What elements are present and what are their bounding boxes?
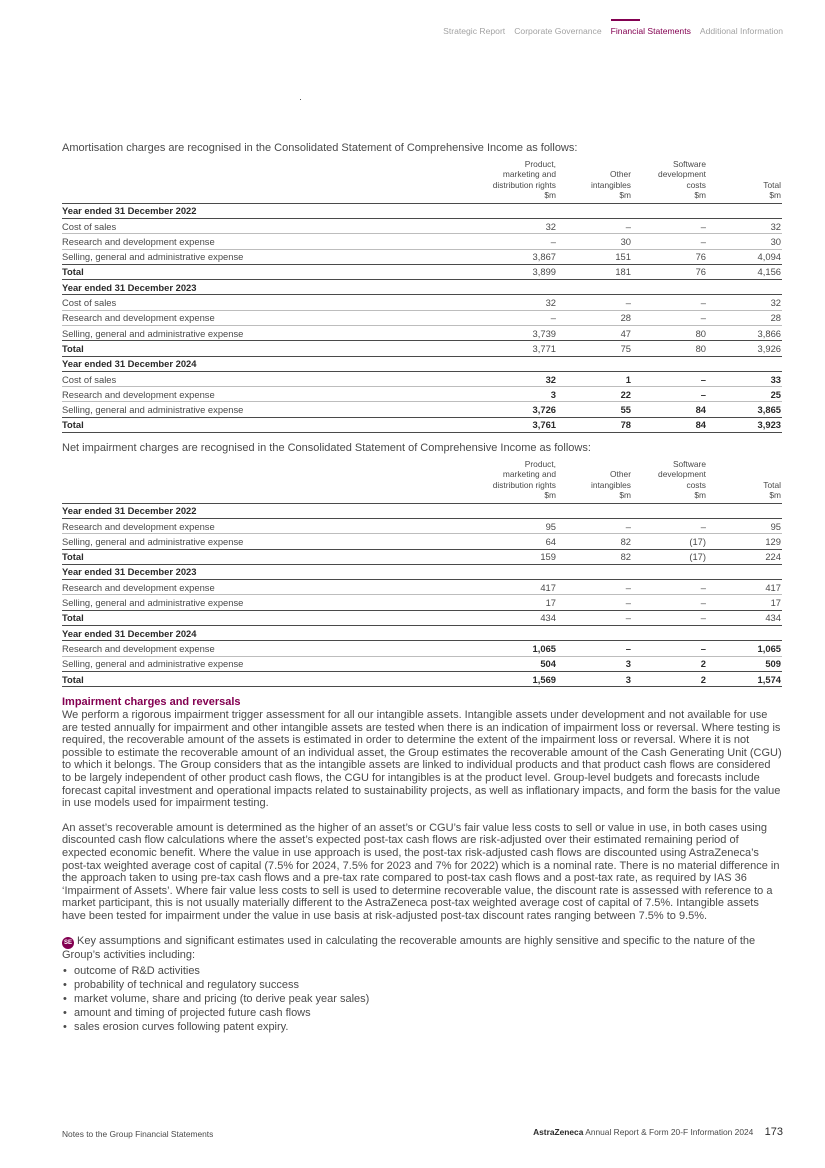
- column-header: [557, 159, 632, 203]
- column-header-line: Other: [610, 169, 631, 180]
- cell-value: 64: [482, 534, 557, 549]
- total-value: 78: [557, 417, 632, 432]
- cell-value: 3,739: [482, 326, 557, 341]
- list-item: • probability of technical and regulatory success: [62, 978, 782, 992]
- column-header-line: Product,: [524, 159, 556, 169]
- table-row: [62, 310, 782, 325]
- total-value: 434: [482, 610, 557, 625]
- cell-value: 25: [707, 387, 782, 402]
- total-row: [62, 549, 782, 564]
- amortisation-intro: Amortisation charges are recognised in the Consolidated Statement of Comprehensive Income as follows:: [62, 142, 578, 154]
- column-header-line: distribution rights: [492, 479, 556, 490]
- total-value: 3,899: [482, 264, 557, 279]
- impairment-paragraph-1: We perform a rigorous impairment trigger assessment for all our intangible assets. Intangible assets under development and not available for use are tested annually for impairment and other intangible assets are tested when there is an indication of impairment loss or reversal. Where testing is required, the recoverable amount of the assets is estimated in order to determine the extent of the impairment loss or reversal. Where it is not possible to estimate the recoverable amount of an individual asset, the Group estimates the recoverable amount of the Cash Generating Unit (CGU) to which it belongs. The Group considers that as the intangible assets are linked to individual products and that product cash flows are considered to be largely independent of other product cash flows, the CGU for intangibles is at the product level. Group-level budgets and forecasts include forecast capital investment and operational impacts related to sustainability projects, as well as inflationary impacts, and form the basis for the value in use models used for impairment testing.: [62, 709, 782, 810]
- column-header: [482, 159, 557, 203]
- amortisation-table-container: [62, 159, 782, 433]
- cell-value: 30: [557, 234, 632, 249]
- total-row: [62, 341, 782, 356]
- cell-value: 28: [707, 310, 782, 325]
- total-label: Total: [62, 549, 482, 564]
- column-header-line: $m: [619, 190, 631, 201]
- cell-value: 3,726: [482, 402, 557, 417]
- cell-value: 47: [557, 326, 632, 341]
- cell-value: 151: [557, 249, 632, 264]
- total-value: 3,923: [707, 417, 782, 432]
- column-header-line: $m: [619, 490, 631, 501]
- total-row: [62, 610, 782, 625]
- table-row: [62, 595, 782, 610]
- table-row: [62, 295, 782, 310]
- cell-value: 82: [557, 534, 632, 549]
- nav-corporate-governance[interactable]: Corporate Governance: [514, 26, 602, 36]
- total-value: 80: [632, 341, 707, 356]
- column-header: [482, 459, 557, 503]
- total-value: (17): [632, 549, 707, 564]
- column-header-line: Software: [672, 159, 706, 169]
- column-header-line: Other: [610, 469, 631, 480]
- section-row: [62, 626, 782, 641]
- cell-value: 509: [707, 656, 782, 671]
- section-row: [62, 356, 782, 371]
- cell-value: –: [557, 641, 632, 656]
- column-header-line: costs: [686, 179, 706, 190]
- table-header-row: [62, 159, 782, 203]
- column-header: [557, 459, 632, 503]
- cell-value: –: [632, 218, 707, 233]
- cell-value: 22: [557, 387, 632, 402]
- table-row: [62, 641, 782, 656]
- cell-value: –: [632, 387, 707, 402]
- stray-dot: [300, 99, 301, 100]
- significant-estimate-icon: SE: [62, 937, 74, 949]
- cell-value: 3: [482, 387, 557, 402]
- row-label: Research and development expense: [62, 518, 482, 533]
- column-header-line: $m: [769, 490, 781, 501]
- table-row: [62, 249, 782, 264]
- section-row: [62, 203, 782, 218]
- table-row: [62, 580, 782, 595]
- cell-value: –: [632, 234, 707, 249]
- cell-value: 95: [482, 518, 557, 533]
- column-header-line: marketing and: [502, 469, 556, 480]
- column-header: [632, 159, 707, 203]
- key-assumptions-list: [62, 964, 782, 1034]
- total-value: –: [632, 610, 707, 625]
- nav-additional-information[interactable]: Additional Information: [699, 26, 783, 36]
- row-label: Research and development expense: [62, 387, 482, 402]
- page-number: 173: [764, 1126, 783, 1138]
- cell-value: 28: [557, 310, 632, 325]
- total-label: Total: [62, 610, 482, 625]
- table-row: [62, 656, 782, 671]
- column-header-line: $m: [544, 490, 556, 501]
- total-value: 82: [557, 549, 632, 564]
- cell-value: –: [632, 310, 707, 325]
- row-label: Selling, general and administrative expense: [62, 402, 482, 417]
- table-header-row: [62, 459, 782, 503]
- key-assumptions-paragraph: [62, 935, 782, 962]
- cell-value: –: [632, 518, 707, 533]
- footer-report-title: Annual Report & Form 20-F Information 2024: [585, 1127, 754, 1137]
- total-value: 224: [707, 549, 782, 564]
- total-value: 4,156: [707, 264, 782, 279]
- cell-value: 1: [557, 371, 632, 386]
- cell-value: 17: [707, 595, 782, 610]
- total-value: 159: [482, 549, 557, 564]
- row-label: Research and development expense: [62, 580, 482, 595]
- column-header-line: Total: [763, 479, 781, 490]
- cell-value: –: [632, 580, 707, 595]
- cell-value: 95: [707, 518, 782, 533]
- total-row: [62, 417, 782, 432]
- cell-value: 4,094: [707, 249, 782, 264]
- total-value: 2: [632, 671, 707, 686]
- header-blank: [62, 459, 482, 503]
- cell-value: 3,866: [707, 326, 782, 341]
- column-header-line: marketing and: [502, 169, 556, 180]
- cell-value: 2: [632, 656, 707, 671]
- cell-value: –: [632, 371, 707, 386]
- cell-value: 1,065: [482, 641, 557, 656]
- total-value: 434: [707, 610, 782, 625]
- cell-value: 55: [557, 402, 632, 417]
- total-value: 84: [632, 417, 707, 432]
- column-header-line: Total: [763, 179, 781, 190]
- total-label: Total: [62, 341, 482, 356]
- section-title: Year ended 31 December 2022: [62, 203, 782, 218]
- total-label: Total: [62, 671, 482, 686]
- column-header-line: $m: [769, 190, 781, 201]
- nav-financial-statements[interactable]: Financial Statements: [610, 26, 691, 36]
- column-header-line: intangibles: [590, 479, 631, 490]
- row-label: Research and development expense: [62, 310, 482, 325]
- total-value: 76: [632, 264, 707, 279]
- key-assumptions-text: Key assumptions and significant estimates used in calculating the recoverable amounts are highly sensitive and specific to the nature of the Group’s activities including:: [62, 934, 756, 961]
- table-row: [62, 326, 782, 341]
- total-value: 75: [557, 341, 632, 356]
- impairment-intro: Net impairment charges are recognised in the Consolidated Statement of Comprehensive Income as follows:: [62, 442, 591, 454]
- impairment-paragraph-2: An asset’s recoverable amount is determined as the higher of an asset’s or CGU’s fair value less costs to sell or value in use, in both cases using discounted cash flow calculations where the asset’s expected post-tax cash flows are risk-adjusted over their estimated remaining period of expected economic benefit. Where the value in use approach is used, the post-tax risk-adjusted cash flows are discounted using AstraZeneca’s post-tax weighted average cost of capital (7.5% for 2024, 7.5% for 2023 and 7% for 2022) which is a nominal rate. There is no material difference in the approach taken to using pre-tax cash flows and a pre-tax rate compared to post-tax cash flows and a post-tax rate, as required by IAS 36 ‘Impairment of Assets’. Where fair value less costs to sell is used to determine recoverable value, the discount rate is assessed with reference to a market participant, this is not usually materially different to the AstraZeneca post-tax weighted average cost of capital of 7.5%. Intangible assets have been tested for impairment under the value in use basis at risk-adjusted post-tax discount rates ranging between 7.5% to 9.5%.: [62, 821, 780, 922]
- header-blank: [62, 159, 482, 203]
- cell-value: 32: [707, 295, 782, 310]
- column-header: [707, 459, 782, 503]
- section-title: Year ended 31 December 2023: [62, 564, 782, 579]
- row-label: Cost of sales: [62, 218, 482, 233]
- top-navigation: [443, 26, 783, 36]
- cell-value: –: [482, 310, 557, 325]
- section-row: [62, 503, 782, 518]
- column-header-line: $m: [544, 190, 556, 201]
- column-header-line: $m: [694, 190, 706, 201]
- total-value: 181: [557, 264, 632, 279]
- cell-value: 417: [482, 580, 557, 595]
- cell-value: 32: [482, 371, 557, 386]
- cell-value: –: [482, 234, 557, 249]
- table-row: [62, 234, 782, 249]
- section-title: Year ended 31 December 2024: [62, 356, 782, 371]
- total-label: Total: [62, 417, 482, 432]
- total-row: [62, 264, 782, 279]
- cell-value: 32: [482, 218, 557, 233]
- column-header-line: development: [658, 469, 706, 480]
- column-header-line: distribution rights: [492, 179, 556, 190]
- cell-value: 1,065: [707, 641, 782, 656]
- column-header: [707, 159, 782, 203]
- cell-value: 3: [557, 656, 632, 671]
- column-header-line: Product,: [524, 459, 556, 469]
- row-label: Research and development expense: [62, 641, 482, 656]
- cell-value: 76: [632, 249, 707, 264]
- footer-brand: AstraZeneca: [533, 1127, 584, 1137]
- cell-value: 17: [482, 595, 557, 610]
- cell-value: 129: [707, 534, 782, 549]
- impairment-table: [62, 459, 782, 687]
- cell-value: 32: [482, 295, 557, 310]
- list-item: • amount and timing of projected future cash flows: [62, 1006, 782, 1020]
- table-row: [62, 402, 782, 417]
- column-header-line: Software: [672, 459, 706, 469]
- list-item: • outcome of R&D activities: [62, 964, 782, 978]
- cell-value: 84: [632, 402, 707, 417]
- section-title: Year ended 31 December 2024: [62, 626, 782, 641]
- column-header-line: intangibles: [590, 179, 631, 190]
- footer-report-info: [533, 1126, 783, 1138]
- total-value: 1,574: [707, 671, 782, 686]
- cell-value: –: [557, 580, 632, 595]
- row-label: Selling, general and administrative expense: [62, 595, 482, 610]
- row-label: Cost of sales: [62, 371, 482, 386]
- list-item: • market volume, share and pricing (to derive peak year sales): [62, 992, 782, 1006]
- table-row: [62, 218, 782, 233]
- cell-value: –: [557, 518, 632, 533]
- row-label: Selling, general and administrative expense: [62, 534, 482, 549]
- table-row: [62, 518, 782, 533]
- cell-value: –: [632, 595, 707, 610]
- table-row: [62, 534, 782, 549]
- cell-value: 3,865: [707, 402, 782, 417]
- row-label: Cost of sales: [62, 295, 482, 310]
- cell-value: 30: [707, 234, 782, 249]
- section-title: Year ended 31 December 2022: [62, 503, 782, 518]
- table-row: [62, 387, 782, 402]
- footer-section-title: Notes to the Group Financial Statements: [62, 1129, 214, 1139]
- cell-value: –: [557, 295, 632, 310]
- cell-value: –: [632, 295, 707, 310]
- impairment-narrative: [62, 696, 782, 1034]
- total-value: 1,569: [482, 671, 557, 686]
- column-header-line: development: [658, 169, 706, 180]
- row-label: Selling, general and administrative expense: [62, 249, 482, 264]
- total-label: Total: [62, 264, 482, 279]
- cell-value: 417: [707, 580, 782, 595]
- total-row: [62, 671, 782, 686]
- row-label: Selling, general and administrative expense: [62, 656, 482, 671]
- cell-value: 80: [632, 326, 707, 341]
- total-value: 3: [557, 671, 632, 686]
- impairment-table-container: [62, 459, 782, 687]
- table-row: [62, 371, 782, 386]
- cell-value: 33: [707, 371, 782, 386]
- row-label: Selling, general and administrative expense: [62, 326, 482, 341]
- total-value: 3,761: [482, 417, 557, 432]
- cell-value: 32: [707, 218, 782, 233]
- impairment-heading: Impairment charges and reversals: [62, 696, 241, 708]
- cell-value: (17): [632, 534, 707, 549]
- list-item: • sales erosion curves following patent expiry.: [62, 1020, 782, 1034]
- amortisation-table: [62, 159, 782, 433]
- column-header: [632, 459, 707, 503]
- cell-value: –: [557, 595, 632, 610]
- section-row: [62, 564, 782, 579]
- total-value: 3,771: [482, 341, 557, 356]
- column-header-line: costs: [686, 479, 706, 490]
- cell-value: –: [632, 641, 707, 656]
- column-header-line: $m: [694, 490, 706, 501]
- total-value: 3,926: [707, 341, 782, 356]
- cell-value: 3,867: [482, 249, 557, 264]
- cell-value: 504: [482, 656, 557, 671]
- nav-strategic-report[interactable]: Strategic Report: [443, 26, 506, 36]
- section-row: [62, 280, 782, 295]
- cell-value: –: [557, 218, 632, 233]
- section-title: Year ended 31 December 2023: [62, 280, 782, 295]
- row-label: Research and development expense: [62, 234, 482, 249]
- total-value: –: [557, 610, 632, 625]
